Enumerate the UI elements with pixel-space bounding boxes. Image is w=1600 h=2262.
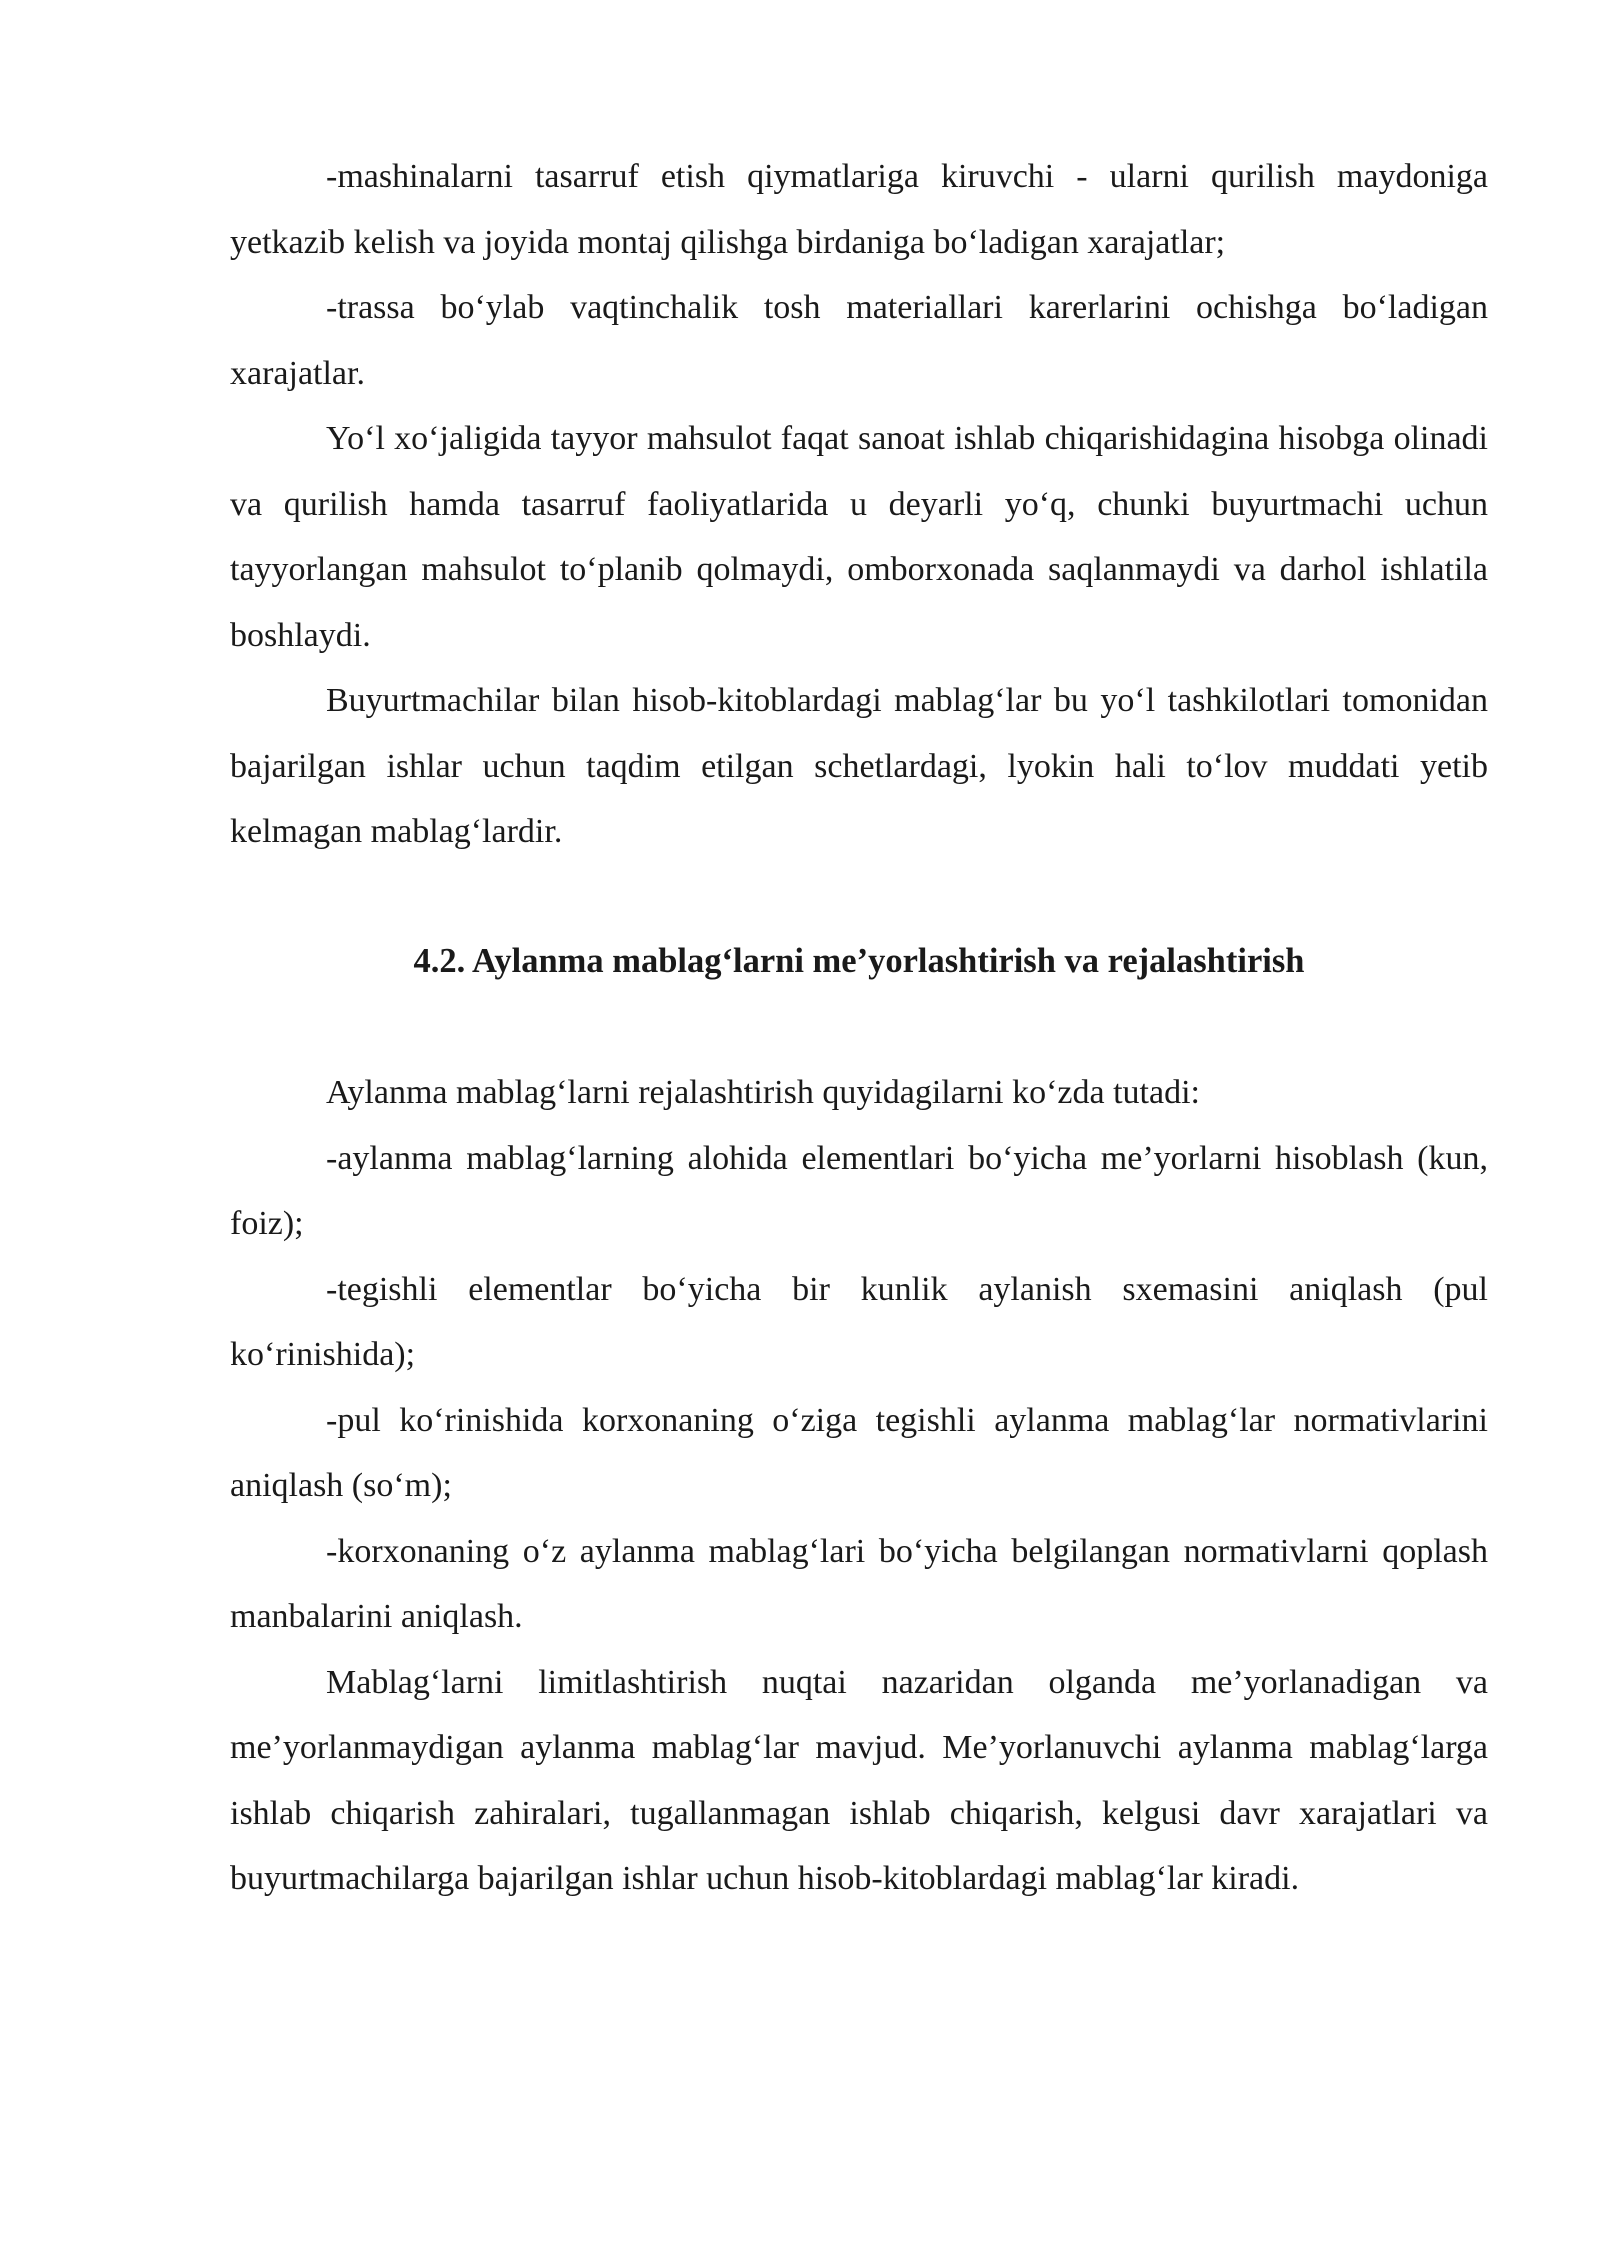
section-heading: 4.2. Aylanma mablag‘larni me’yorlashtirish va rejalashtirish	[413, 941, 1305, 980]
list-item-daily-turnover: -tegishli elementlar bo‘yicha bir kunlik aylanish sxemasini aniqlash (pul ko‘rinishida);	[230, 1270, 1488, 1373]
list-item-own-normatives: -pul ko‘rinishida korxonaning o‘ziga tegishli aylanma mablag‘lar normativlarini aniqlash (so‘m);	[230, 1401, 1488, 1504]
document-body	[230, 144, 1488, 1912]
paragraph-customer-settlements: Buyurtmachilar bilan hisob-kitoblardagi mablag‘lar bu yo‘l tashkilotlari tomonidan bajarilgan ishlar uchun taqdim etilgan schetlardagi, lyokin hali to‘lov muddati yetib kelmagan mablag‘lardir.	[230, 682, 1488, 850]
list-item-coverage-sources: -korxonaning o‘z aylanma mablag‘lari bo‘yicha belgilangan normativlarni qoplash manbalarini aniqlash.	[230, 1532, 1488, 1635]
list-item-norms-calculation: -aylanma mablag‘larning alohida elementlari bo‘yicha me’yorlarni hisoblash (kun, foiz);	[230, 1139, 1488, 1242]
paragraph-finished-product: Yo‘l xo‘jaligida tayyor mahsulot faqat sanoat ishlab chiqarishidagina hisobga olinadi va qurilish hamda tasarruf faoliyatlarida u deyarli yo‘q, chunki buyurtmachi uchun tayyorlangan mahsulot to‘planib qolmaydi, omborxonada saqlanmaydi va darhol ishlatila boshlaydi.	[230, 420, 1488, 654]
paragraph-quarry-costs: -trassa bo‘ylab vaqtinchalik tosh materiallari karerlarini ochishga bo‘ladigan xarajatlar.	[230, 289, 1488, 392]
paragraph-planning-intro: Aylanma mablag‘larni rejalashtirish quyidagilarni ko‘zda tutadi:	[326, 1074, 1200, 1111]
paragraph-machines-costs: -mashinalarni tasarruf etish qiymatlariga kiruvchi - ularni qurilish maydoniga yetkazib kelish va joyida montaj qilishga birdaniga bo‘ladigan xarajatlar;	[230, 158, 1488, 261]
paragraph-limitation: Mablag‘larni limitlashtirish nuqtai nazaridan olganda me’yorlanadigan va me’yorlanmaydigan aylanma mablag‘lar mavjud. Me’yorlanuvchi aylanma mablag‘larga ishlab chiqarish zahiralari, tugallanmagan ishlab chiqarish, kelgusi davr xarajatlari va buyurtmachilarga bajarilgan ishlar uchun hisob-kitoblardagi mablag‘lar kiradi.	[230, 1663, 1488, 1897]
